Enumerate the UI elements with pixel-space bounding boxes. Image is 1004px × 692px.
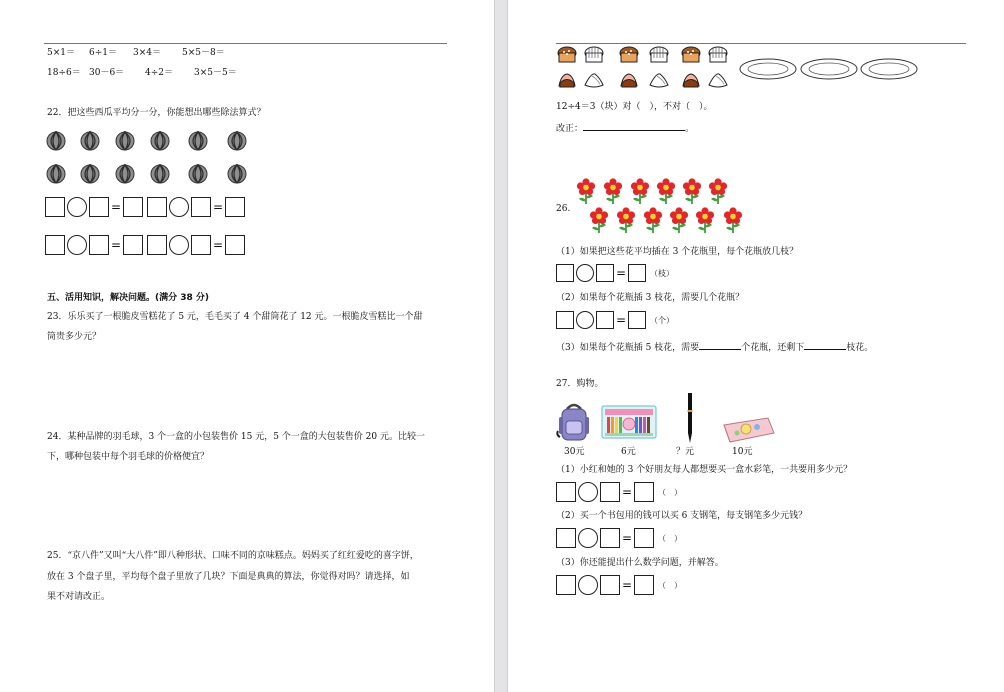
price-crayon-box: 6元 [621,447,636,457]
flower-icon [576,178,596,204]
watermelon-icon [46,131,66,151]
answer-blank[interactable] [804,340,846,350]
answer-box[interactable] [600,575,620,595]
watermelon-icon [150,164,170,184]
price-pencil-case: 10元 [732,447,753,457]
pastry-icon [583,70,605,90]
pastry-icon [680,45,702,65]
plate-icon [800,57,858,81]
pastry-icon [583,45,605,65]
answer-box[interactable] [556,575,576,595]
answer-box[interactable] [89,197,109,217]
answer-box[interactable] [596,311,614,329]
watermelon-icon [115,164,135,184]
equals-sign: = [621,578,633,592]
q23-line1: 23．乐乐买了一根脆皮雪糕花了 5 元，毛毛买了 4 个甜筒花了 12 元。一根脆皮雪糕比一个甜 [47,312,423,322]
mental-math-2-3: 4÷2＝ [145,68,173,78]
pastry-icon [648,70,670,90]
plate-icon [739,57,797,81]
header-rule [44,43,447,44]
q22-text: 22．把这些西瓜平均分一分，你能想出哪些除法算式？ [47,108,266,118]
answer-box[interactable] [225,197,245,217]
mental-math-2-4: 3×5－5＝ [194,68,237,78]
watermelon-icon [227,164,247,184]
q24-line2: 下，哪种包装中每个羽毛球的价格便宜？ [47,452,210,462]
operator-circle[interactable] [576,264,594,282]
pastry-icon [556,70,578,90]
q25-line2: 放在 3 个盘子里，平均每个盘子里放了几块？下面是典典的算法，你觉得对吗？请选择，如 [47,572,410,582]
watermelon-icon [227,131,247,151]
answer-box[interactable] [89,235,109,255]
answer-box[interactable] [191,197,211,217]
flower-icon [616,207,636,233]
equals-sign: = [615,313,627,327]
pastry-icon [707,70,729,90]
q27-part1: （1）小红和她的 3 个好朋友每人都想要买一盒水彩笔，一共要用多少元？ [556,465,853,475]
q27-equation-1 [556,482,682,502]
answer-blank[interactable] [699,340,741,350]
answer-box[interactable] [600,528,620,548]
answer-box[interactable] [45,235,65,255]
equals-sign: = [621,531,633,545]
plate-icon [860,57,918,81]
q26-number: 26. [556,204,571,214]
correction-blank[interactable] [583,121,685,131]
answer-box[interactable] [634,528,654,548]
q26-part1: （1）如果把这些花平均插在 3 个花瓶里，每个花瓶放几枝？ [556,247,799,257]
flower-icon [643,207,663,233]
answer-box[interactable] [45,197,65,217]
schoolbag-icon [556,401,592,443]
crayon-box-icon [601,405,657,439]
equals-sign: = [615,266,627,280]
q26-part3-a: （3）如果每个花瓶插 5 枝花，需要 [556,343,700,353]
mental-math-1-2: 6÷1＝ [89,48,117,58]
watermelon-icon [115,131,135,151]
flower-icon [656,178,676,204]
q27-equation-2 [556,528,682,548]
operator-circle[interactable] [67,235,87,255]
correction-label: 改正： [556,124,584,134]
flower-icon [708,178,728,204]
watermelon-icon [188,164,208,184]
pastry-icon [707,45,729,65]
mental-math-1-1: 5×1＝ [47,48,75,58]
answer-box[interactable] [147,197,167,217]
watermelon-icon [80,164,100,184]
watermelon-icon [46,164,66,184]
q25-equation: 12÷4＝3（块）对（ ），不对（ ）。 [556,102,713,112]
unit-label: （ ） [658,487,682,497]
q24-line1: 24．某种品牌的羽毛球，3 个一盒的小包装售价 15 元，5 个一盒的大包装售价 20 元。比较一 [47,432,425,442]
answer-box[interactable] [600,482,620,502]
mental-math-1-4: 5×5－8＝ [182,48,225,58]
equals-sign: = [212,200,224,214]
pastry-icon [648,45,670,65]
equals-sign: = [212,238,224,252]
answer-box[interactable] [147,235,167,255]
q27-part3: （3）你还能提出什么数学问题，并解答。 [556,558,724,568]
pastry-icon [556,45,578,65]
watermelon-icon [188,131,208,151]
q26-part2: （2）如果每个花瓶插 3 枝花，需要几个花瓶？ [556,293,745,303]
page-gutter [494,0,508,692]
correction-line [556,121,694,135]
answer-box[interactable] [596,264,614,282]
q25-line1: 25．“京八件”又叫“大八件”即八种形状、口味不同的京味糕点。妈妈买了红红爱吃的喜字饼， [47,551,419,561]
flower-icon [630,178,650,204]
q22-equation-2 [45,235,245,255]
answer-box[interactable] [191,235,211,255]
mental-math-2-2: 30－6＝ [89,68,125,78]
answer-box[interactable] [628,264,646,282]
equals-sign: = [621,485,633,499]
q26-part3-c: 枝花。 [846,343,874,353]
section-title: 五、活用知识，解决问题。(满分 38 分) [47,293,210,303]
q27-part2: （2）买一个书包用的钱可以买 6 支钢笔，每支钢笔多少元钱？ [556,511,808,521]
operator-circle[interactable] [67,197,87,217]
pastry-icon [618,45,640,65]
operator-circle[interactable] [169,197,189,217]
flower-icon [723,207,743,233]
answer-box[interactable] [556,264,574,282]
q27-equation-3 [556,575,682,595]
unit-label: （枝） [650,268,674,278]
unit-label: （ ） [658,580,682,590]
flower-icon [589,207,609,233]
operator-circle[interactable] [169,235,189,255]
pencil-case-icon [720,415,776,445]
q26-equation-2 [556,311,674,329]
equals-sign: = [110,200,122,214]
answer-box[interactable] [123,235,143,255]
answer-box[interactable] [556,528,576,548]
answer-box[interactable] [628,311,646,329]
equals-sign: = [110,238,122,252]
watermelon-icon [150,131,170,151]
answer-box[interactable] [123,197,143,217]
answer-box[interactable] [634,482,654,502]
flower-icon [695,207,715,233]
operator-circle[interactable] [576,311,594,329]
pastry-icon [618,70,640,90]
q26-part3-b: 个花瓶，还剩下 [741,343,805,353]
pastry-icon [680,70,702,90]
flower-icon [669,207,689,233]
operator-circle[interactable] [578,528,598,548]
mental-math-2-1: 18÷6＝ [47,68,81,78]
unit-label: （ ） [658,533,682,543]
correction-end: 。 [685,124,695,134]
answer-box[interactable] [634,575,654,595]
flower-icon [603,178,623,204]
left-page [0,0,494,692]
flower-icon [682,178,702,204]
unit-label: （个） [650,315,674,325]
answer-box[interactable] [225,235,245,255]
price-schoolbag: 30元 [564,447,585,457]
header-rule [556,43,966,44]
operator-circle[interactable] [578,575,598,595]
operator-circle[interactable] [578,482,598,502]
pen-icon [684,392,696,444]
answer-box[interactable] [556,311,574,329]
q25-line3: 果不对请改正。 [47,592,111,602]
right-page [508,0,1004,692]
q27-title: 27．购物。 [556,379,604,389]
q22-equation-1 [45,197,245,217]
q26-part3 [556,340,873,354]
q23-line2: 筒贵多少元？ [47,332,102,342]
q26-equation-1 [556,264,674,282]
mental-math-1-3: 3×4＝ [133,48,161,58]
answer-box[interactable] [556,482,576,502]
price-pen: ？元 [676,447,695,457]
watermelon-icon [80,131,100,151]
